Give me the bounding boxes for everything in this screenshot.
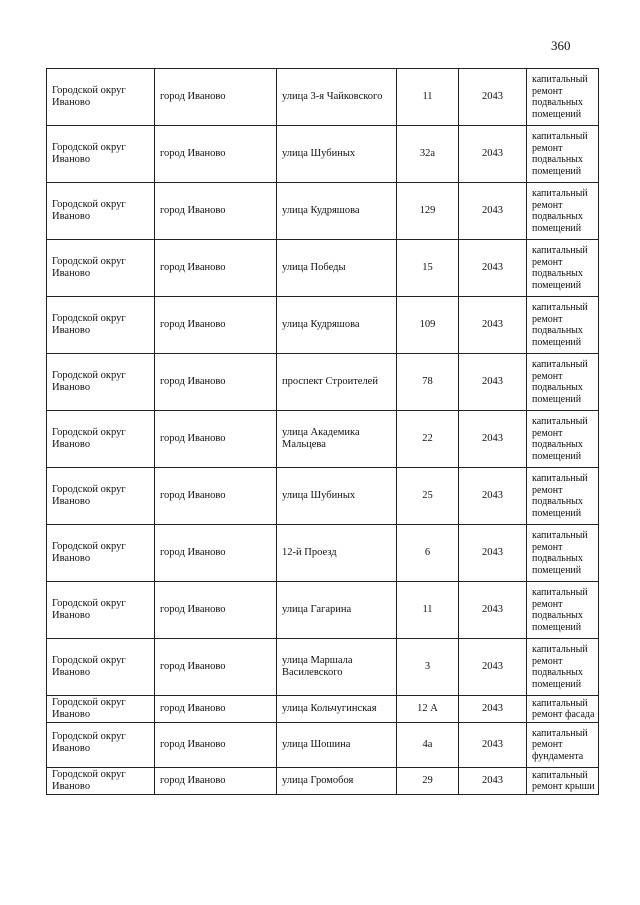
okrug-cell: Городской округ Иваново [47, 297, 155, 354]
table-row [47, 582, 599, 639]
street-cell: улица Шубиных [277, 468, 397, 525]
work-type-cell: капитальный ремонт подвальных помещений [527, 183, 599, 240]
table-row [47, 183, 599, 240]
okrug-cell: Городской округ Иваново [47, 69, 155, 126]
city-cell: город Иваново [155, 126, 277, 183]
year-cell: 2043 [459, 525, 527, 582]
work-type-cell: капитальный ремонт крыши [527, 768, 599, 795]
house-number-cell: 4а [397, 723, 459, 768]
table-row [47, 468, 599, 525]
okrug-cell: Городской округ Иваново [47, 240, 155, 297]
house-number-cell: 12 А [397, 696, 459, 723]
city-cell: город Иваново [155, 723, 277, 768]
street-cell: улица Кудряшова [277, 297, 397, 354]
house-number-cell: 6 [397, 525, 459, 582]
table-row [47, 723, 599, 768]
street-cell: улица Кудряшова [277, 183, 397, 240]
city-cell: город Иваново [155, 69, 277, 126]
okrug-cell: Городской округ Иваново [47, 354, 155, 411]
work-type-cell: капитальный ремонт подвальных помещений [527, 582, 599, 639]
street-cell: улица Шубиных [277, 126, 397, 183]
work-type-cell: капитальный ремонт подвальных помещений [527, 297, 599, 354]
street-cell: улица Академика Мальцева [277, 411, 397, 468]
year-cell: 2043 [459, 354, 527, 411]
capital-repair-table [46, 68, 599, 795]
year-cell: 2043 [459, 69, 527, 126]
street-cell: улица Победы [277, 240, 397, 297]
work-type-cell: капитальный ремонт подвальных помещений [527, 468, 599, 525]
house-number-cell: 32а [397, 126, 459, 183]
street-cell: улица Маршала Василевского [277, 639, 397, 696]
street-cell: улица Гагарина [277, 582, 397, 639]
okrug-cell: Городской округ Иваново [47, 582, 155, 639]
year-cell: 2043 [459, 183, 527, 240]
work-type-cell: капитальный ремонт подвальных помещений [527, 411, 599, 468]
house-number-cell: 11 [397, 69, 459, 126]
work-type-cell: капитальный ремонт подвальных помещений [527, 69, 599, 126]
house-number-cell: 109 [397, 297, 459, 354]
city-cell: город Иваново [155, 696, 277, 723]
page-number: 360 [551, 38, 571, 53]
okrug-cell: Городской округ Иваново [47, 411, 155, 468]
okrug-cell: Городской округ Иваново [47, 525, 155, 582]
table-row [47, 768, 599, 795]
work-type-cell: капитальный ремонт подвальных помещений [527, 639, 599, 696]
year-cell: 2043 [459, 639, 527, 696]
city-cell: город Иваново [155, 525, 277, 582]
okrug-cell: Городской округ Иваново [47, 183, 155, 240]
table-row [47, 126, 599, 183]
table-row [47, 639, 599, 696]
okrug-cell: Городской округ Иваново [47, 768, 155, 795]
city-cell: город Иваново [155, 768, 277, 795]
year-cell: 2043 [459, 468, 527, 525]
okrug-cell: Городской округ Иваново [47, 639, 155, 696]
table-row [47, 354, 599, 411]
work-type-cell: капитальный ремонт подвальных помещений [527, 240, 599, 297]
house-number-cell: 78 [397, 354, 459, 411]
street-cell: улица Кольчугинская [277, 696, 397, 723]
table-row [47, 240, 599, 297]
table-row [47, 69, 599, 126]
table-row [47, 696, 599, 723]
city-cell: город Иваново [155, 582, 277, 639]
city-cell: город Иваново [155, 240, 277, 297]
year-cell: 2043 [459, 696, 527, 723]
okrug-cell: Городской округ Иваново [47, 126, 155, 183]
house-number-cell: 29 [397, 768, 459, 795]
city-cell: город Иваново [155, 297, 277, 354]
street-cell: улица Громобоя [277, 768, 397, 795]
city-cell: город Иваново [155, 639, 277, 696]
city-cell: город Иваново [155, 183, 277, 240]
street-cell: проспект Строителей [277, 354, 397, 411]
street-cell: 12-й Проезд [277, 525, 397, 582]
table-body [47, 69, 599, 795]
city-cell: город Иваново [155, 354, 277, 411]
year-cell: 2043 [459, 723, 527, 768]
house-number-cell: 11 [397, 582, 459, 639]
work-type-cell: капитальный ремонт подвальных помещений [527, 525, 599, 582]
okrug-cell: Городской округ Иваново [47, 696, 155, 723]
work-type-cell: капитальный ремонт фундамента [527, 723, 599, 768]
work-type-cell: капитальный ремонт подвальных помещений [527, 126, 599, 183]
house-number-cell: 22 [397, 411, 459, 468]
okrug-cell: Городской округ Иваново [47, 723, 155, 768]
street-cell: улица Шошина [277, 723, 397, 768]
work-type-cell: капитальный ремонт подвальных помещений [527, 354, 599, 411]
city-cell: город Иваново [155, 468, 277, 525]
okrug-cell: Городской округ Иваново [47, 468, 155, 525]
year-cell: 2043 [459, 411, 527, 468]
house-number-cell: 129 [397, 183, 459, 240]
house-number-cell: 25 [397, 468, 459, 525]
year-cell: 2043 [459, 240, 527, 297]
year-cell: 2043 [459, 297, 527, 354]
table-row [47, 411, 599, 468]
street-cell: улица 3-я Чайковского [277, 69, 397, 126]
year-cell: 2043 [459, 768, 527, 795]
table-row [47, 525, 599, 582]
year-cell: 2043 [459, 582, 527, 639]
work-type-cell: капитальный ремонт фасада [527, 696, 599, 723]
table-row [47, 297, 599, 354]
house-number-cell: 3 [397, 639, 459, 696]
house-number-cell: 15 [397, 240, 459, 297]
city-cell: город Иваново [155, 411, 277, 468]
year-cell: 2043 [459, 126, 527, 183]
